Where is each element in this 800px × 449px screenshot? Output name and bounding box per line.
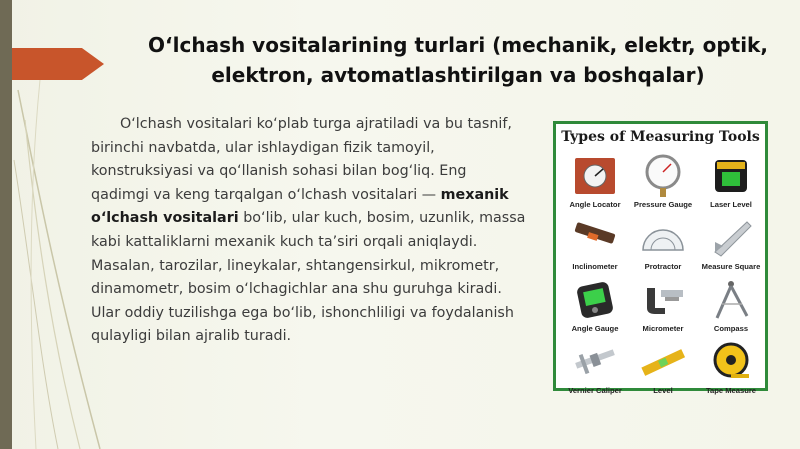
angle-locator-icon xyxy=(573,154,617,198)
tool-label: Vernier Caliper xyxy=(568,386,622,395)
tool-label: Pressure Gauge xyxy=(633,200,693,209)
micrometer-icon xyxy=(641,278,685,322)
tool-tape-measure xyxy=(696,340,766,402)
tool-label: Compass xyxy=(713,324,749,333)
tool-vernier-caliper xyxy=(560,340,630,402)
slide-title: O‘lchash vositalarining turlari (mechanik, elektr, optik, elektron, avtomatlashtirilgan va boshqalar) xyxy=(148,33,768,87)
inclinometer-icon xyxy=(573,216,617,260)
tool-label: Level xyxy=(653,386,673,395)
tool-label: Angle Locator xyxy=(569,200,621,209)
tool-inclinometer xyxy=(560,216,630,278)
body-paragraph xyxy=(91,113,526,349)
tool-label: Measure Square xyxy=(701,262,761,271)
tool-protractor xyxy=(628,216,698,278)
tool-compass xyxy=(696,278,766,340)
tool-angle-locator xyxy=(560,154,630,216)
tool-label: Angle Gauge xyxy=(571,324,619,333)
tool-angle-gauge xyxy=(560,278,630,340)
tape-measure-icon xyxy=(709,340,753,384)
tool-measure-square xyxy=(696,216,766,278)
laser-level-icon xyxy=(709,154,753,198)
tool-level xyxy=(628,340,698,402)
paragraph-bold: mexanik o‘lchash vositalari xyxy=(91,186,509,227)
tool-laser-level xyxy=(696,154,766,216)
protractor-icon xyxy=(641,216,685,260)
tool-micrometer xyxy=(628,278,698,340)
tool-label: Micrometer xyxy=(642,324,684,333)
tool-label: Protractor xyxy=(644,262,682,271)
tool-label: Inclinometer xyxy=(572,262,618,271)
pressure-gauge-icon xyxy=(641,154,685,198)
angle-gauge-icon xyxy=(573,278,617,322)
tool-pressure-gauge xyxy=(628,154,698,216)
paragraph-text-continued: bo‘lib, ular kuch, bosim, uzunlik, massa kabi kattaliklarni mexanik kuch ta’siri orqali aniqlaydi. Masalan, tarozilar, lineykalar, shtangensirkul, mikrometr, dinamometr, bosim o‘lchagichlar ana shu guruhga kiradi. Ular oddiy tuzilishga ega bo‘lib, ishonchliligi va foydalanish qulayligi bilan ajralib turadi. xyxy=(91,210,526,345)
compass-icon xyxy=(709,278,753,322)
vernier-caliper-icon xyxy=(573,340,617,384)
level-icon xyxy=(641,340,685,384)
measuring-tools-image xyxy=(553,121,768,395)
tools-image-title: Types of Measuring Tools xyxy=(561,129,760,145)
tool-label: Tape Measure xyxy=(705,386,757,395)
tool-label: Laser Level xyxy=(710,200,752,209)
paragraph-text: O‘lchash vositalari ko‘plab turga ajratiladi va bu tasnif, birinchi navbatda, ular ishlaydigan fizik tamoyil, konstruksiyasi va qo‘llanish sohasi bilan bog‘liq. Eng qadimgi va keng tarqalgan o‘lchash vositalari — xyxy=(91,116,512,203)
measure-square-icon xyxy=(709,216,753,260)
